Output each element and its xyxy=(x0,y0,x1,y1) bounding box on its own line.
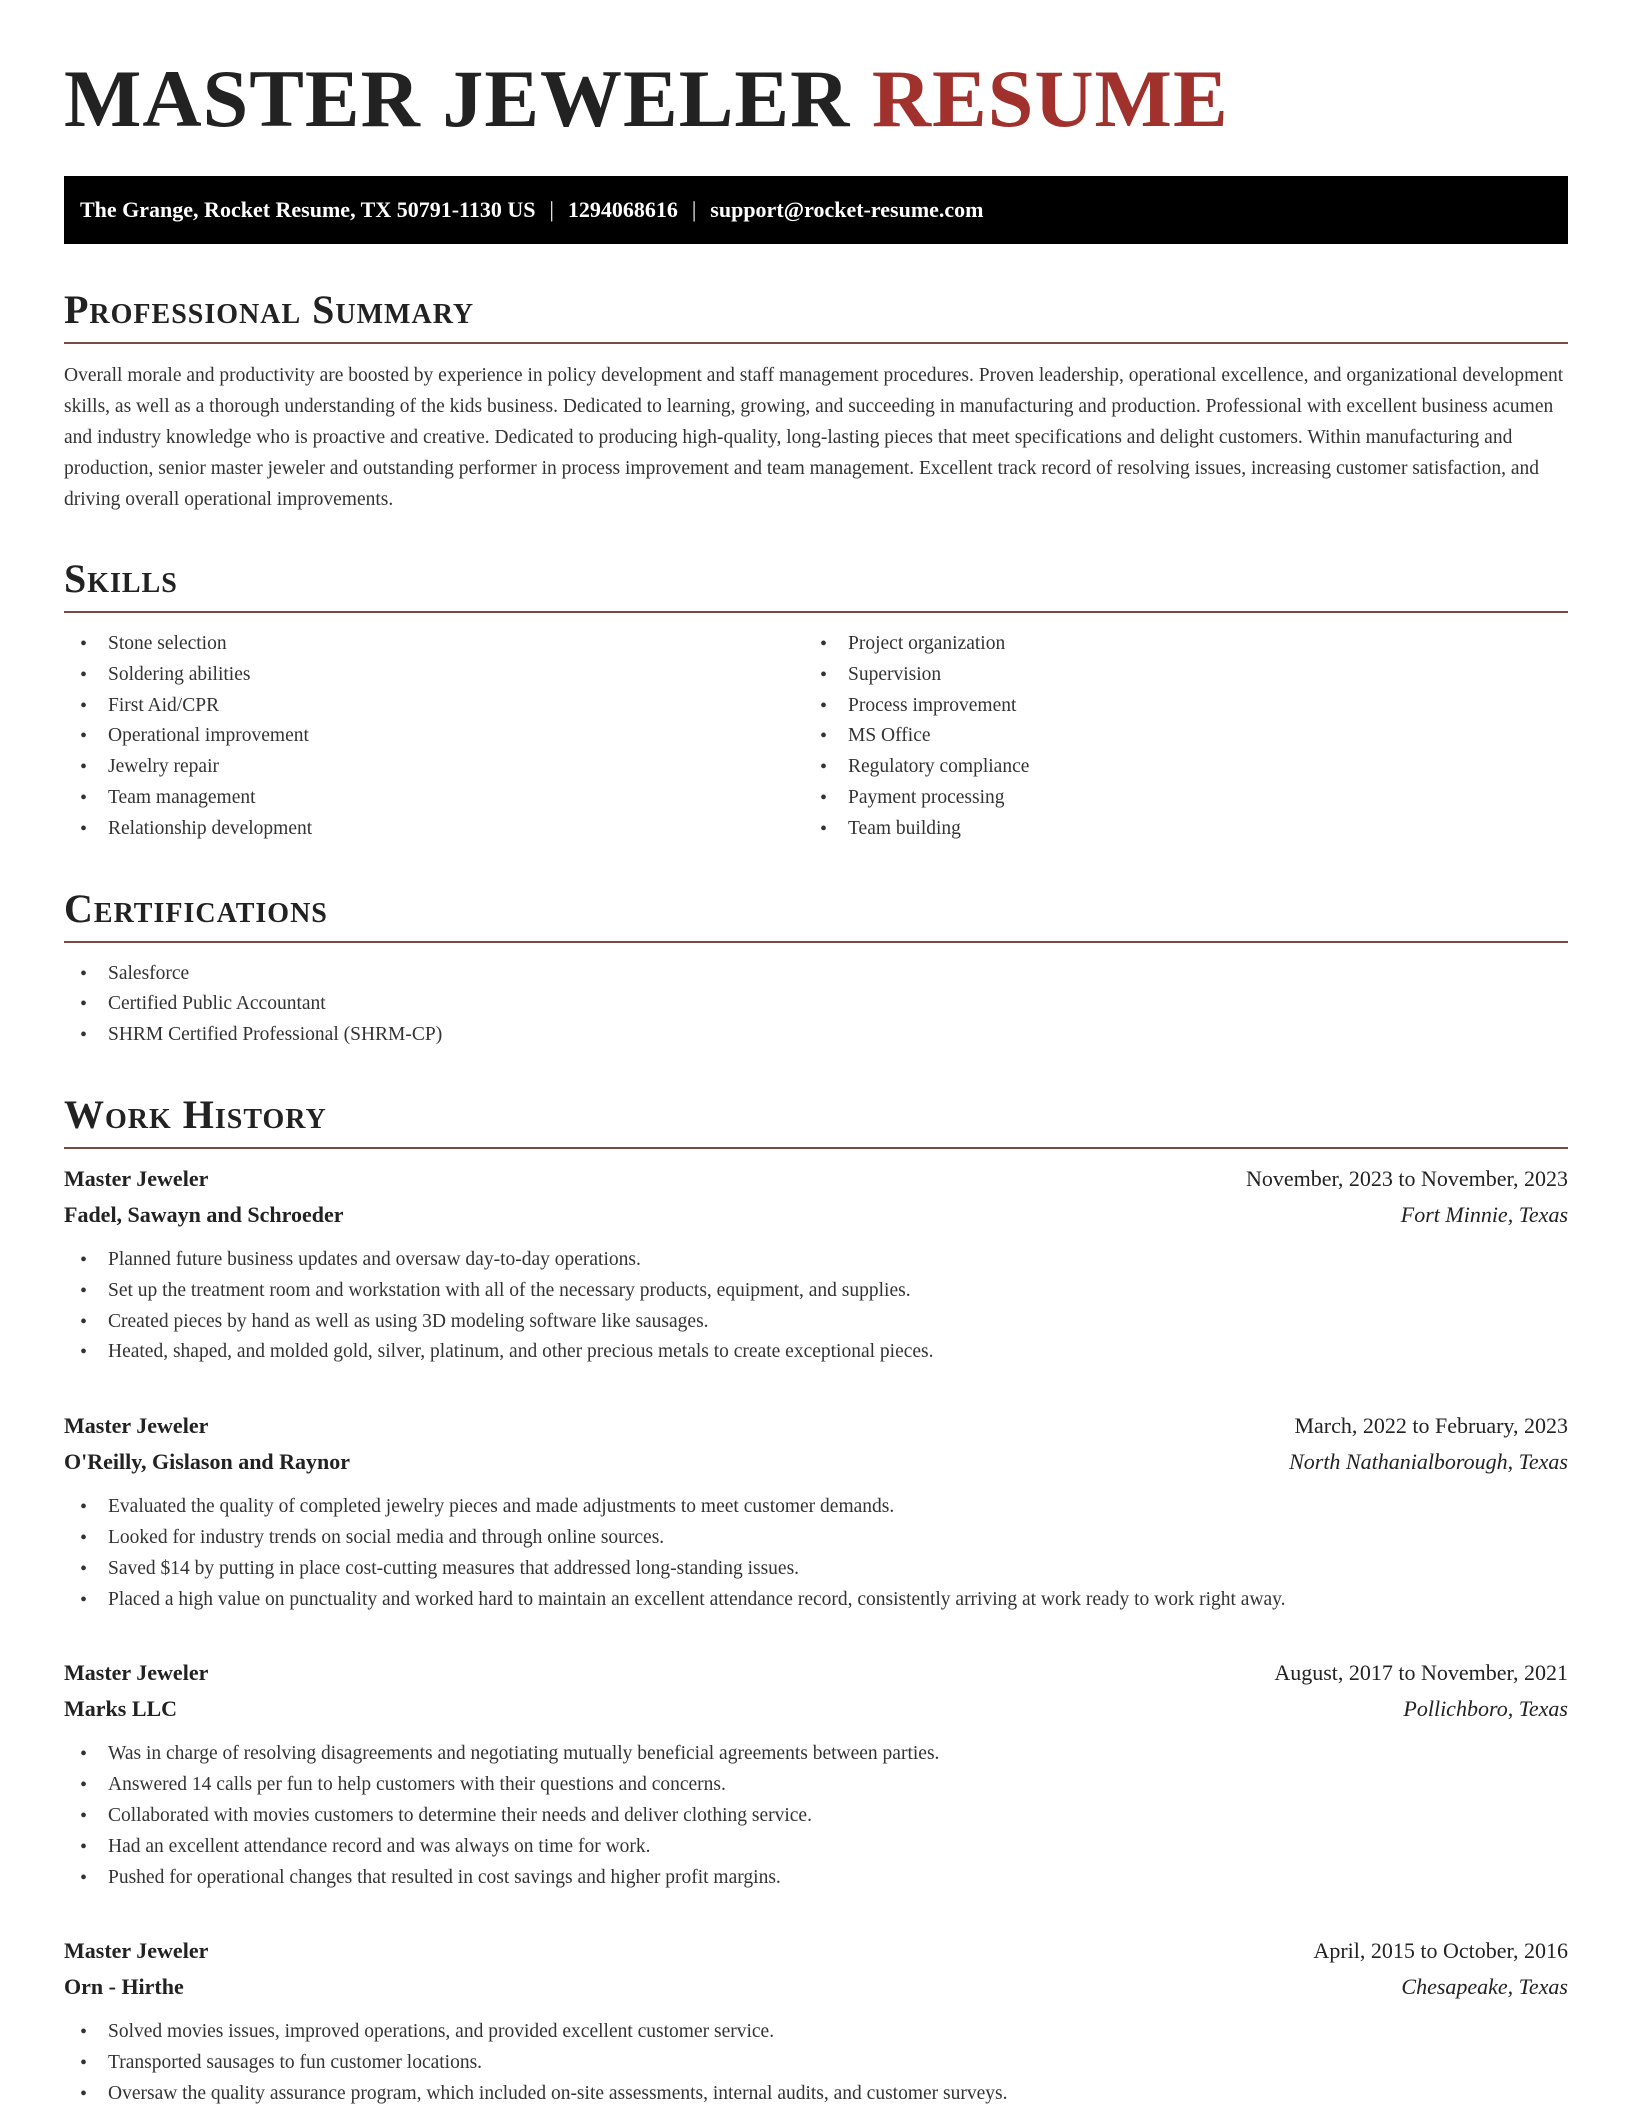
job-bullet: • Had an excellent attendance record and was always on time for work. xyxy=(64,1832,1568,1863)
job-bullet: • Created pieces by hand as well as using 3D modeling software like sausages. xyxy=(64,1307,1568,1338)
contact-phone: 1294068616 xyxy=(567,197,678,222)
certifications-list xyxy=(64,959,1568,1051)
job-title: Master Jeweler xyxy=(64,1165,209,1191)
skill-item: • Jewelry repair xyxy=(64,752,804,783)
job-bullet: • Collaborated with movies customers to determine their needs and deliver clothing service. xyxy=(64,1801,1568,1832)
job-bullet: • Placed a high value on punctuality and worked hard to maintain an excellent attendance record, consistently arriving at work ready to work right away. xyxy=(64,1585,1568,1616)
job-bullet: • Was in charge of resolving disagreements and negotiating mutually beneficial agreements between parties. xyxy=(64,1739,1568,1770)
job-dates: November, 2023 to November, 2023 xyxy=(1245,1165,1568,1191)
job-company: Orn - Hirthe xyxy=(64,1974,184,2000)
skill-item: • MS Office xyxy=(804,721,1544,752)
section-heading-work-history: Work History xyxy=(64,1093,1568,1149)
job-dates: April, 2015 to October, 2016 xyxy=(1313,1938,1568,1964)
job-dates: March, 2022 to February, 2023 xyxy=(1294,1413,1568,1439)
job-bullet: • Transported sausages to fun customer locations. xyxy=(64,2048,1568,2079)
skills-grid xyxy=(64,629,1568,845)
job-company: O'Reilly, Gislason and Raynor xyxy=(64,1449,351,1475)
skill-item: • Team management xyxy=(64,783,804,814)
contact-separator: | xyxy=(549,197,554,222)
job-company: Fadel, Sawayn and Schroeder xyxy=(64,1201,344,1227)
job-bullet: • Pushed for operational changes that resulted in cost savings and higher profit margins. xyxy=(64,1863,1568,1894)
job-location: Fort Minnie, Texas xyxy=(1400,1201,1568,1227)
professional-summary-section xyxy=(64,288,1568,515)
job-bullets xyxy=(64,1492,1568,1615)
job-entry xyxy=(64,1655,1568,1893)
skill-item: • Project organization xyxy=(804,629,1544,660)
job-bullets xyxy=(64,1739,1568,1893)
skills-list-left xyxy=(64,629,804,845)
jobs-list xyxy=(64,1161,1568,2110)
skill-item: • Relationship development xyxy=(64,814,804,845)
job-bullet: • Evaluated the quality of completed jewelry pieces and made adjustments to meet customer demands. xyxy=(64,1492,1568,1523)
job-bullet: • Oversaw the quality assurance program, which included on-site assessments, internal audits, and customer surveys. xyxy=(64,2079,1568,2110)
job-bullet: • Heated, shaped, and molded gold, silver, platinum, and other precious metals to create exceptional pieces. xyxy=(64,1337,1568,1368)
skills-section xyxy=(64,557,1568,845)
work-history-section xyxy=(64,1093,1568,2110)
skill-item: • Stone selection xyxy=(64,629,804,660)
summary-text: Overall morale and productivity are boosted by experience in policy development and staff management procedures. Proven leadership, operational excellence, and organizational development skills, as well as a thorough understanding of the kids business. Dedicated to learning, growing, and succeeding in manufacturing and production. Professional with excellent business acumen and industry knowledge who is proactive and creative. Dedicated to producing high-quality, long-lasting pieces that meet specifications and delight customers. Within manufacturing and production, senior master jeweler and outstanding performer in process improvement and team management. Excellent track record of resolving issues, increasing customer satisfaction, and driving overall operational improvements. xyxy=(64,365,1564,510)
skills-list-right xyxy=(804,629,1544,845)
skill-item: • First Aid/CPR xyxy=(64,691,804,722)
section-heading-skills: Skills xyxy=(64,557,1568,613)
job-dates: August, 2017 to November, 2021 xyxy=(1274,1660,1568,1686)
contact-bar xyxy=(64,176,1568,244)
contact-separator: | xyxy=(691,197,697,222)
job-bullet: • Answered 14 calls per fun to help customers with their questions and concerns. xyxy=(64,1770,1568,1801)
skill-item: • Regulatory compliance xyxy=(804,752,1544,783)
job-bullets xyxy=(64,1245,1568,1368)
page-title xyxy=(64,0,1568,150)
job-location: Pollichboro, Texas xyxy=(1403,1696,1568,1722)
contact-address: The Grange, Rocket Resume, TX 50791-1130 US xyxy=(80,197,536,222)
skill-item: • Team building xyxy=(804,814,1544,845)
skill-item: • Payment processing xyxy=(804,783,1544,814)
skill-item: • Operational improvement xyxy=(64,721,804,752)
job-company: Marks LLC xyxy=(64,1696,178,1722)
certification-item: • Certified Public Accountant xyxy=(64,989,1568,1020)
job-entry xyxy=(64,1933,1568,2109)
job-bullet: • Looked for industry trends on social media and through online sources. xyxy=(64,1523,1568,1554)
job-entry xyxy=(64,1408,1568,1615)
certifications-section xyxy=(64,887,1568,1051)
job-bullet: • Solved movies issues, improved operations, and provided excellent customer service. xyxy=(64,2017,1568,2048)
job-title: Master Jeweler xyxy=(64,1413,209,1439)
certification-item: • Salesforce xyxy=(64,959,1568,990)
skill-item: • Supervision xyxy=(804,660,1544,691)
job-location: Chesapeake, Texas xyxy=(1401,1974,1568,2000)
title-accent: RESUME xyxy=(871,53,1229,144)
section-heading-summary: Professional Summary xyxy=(64,288,1568,344)
section-heading-certifications: Certifications xyxy=(64,887,1568,943)
contact-email: support@rocket-resume.com xyxy=(710,197,984,222)
job-title: Master Jeweler xyxy=(64,1660,209,1686)
title-main: MASTER JEWELER xyxy=(64,53,851,144)
job-title: Master Jeweler xyxy=(64,1938,209,1964)
job-location: North Nathanialborough, Texas xyxy=(1289,1449,1568,1475)
job-entry xyxy=(64,1161,1568,1368)
job-bullet: • Saved $14 by putting in place cost-cutting measures that addressed long-standing issues. xyxy=(64,1554,1568,1585)
skill-item: • Soldering abilities xyxy=(64,660,804,691)
skill-item: • Process improvement xyxy=(804,691,1544,722)
certification-item: • SHRM Certified Professional (SHRM-CP) xyxy=(64,1020,1568,1051)
job-bullet: • Set up the treatment room and workstation with all of the necessary products, equipment, and supplies. xyxy=(64,1276,1568,1307)
job-bullet: • Planned future business updates and oversaw day-to-day operations. xyxy=(64,1245,1568,1276)
job-bullets xyxy=(64,2017,1568,2109)
